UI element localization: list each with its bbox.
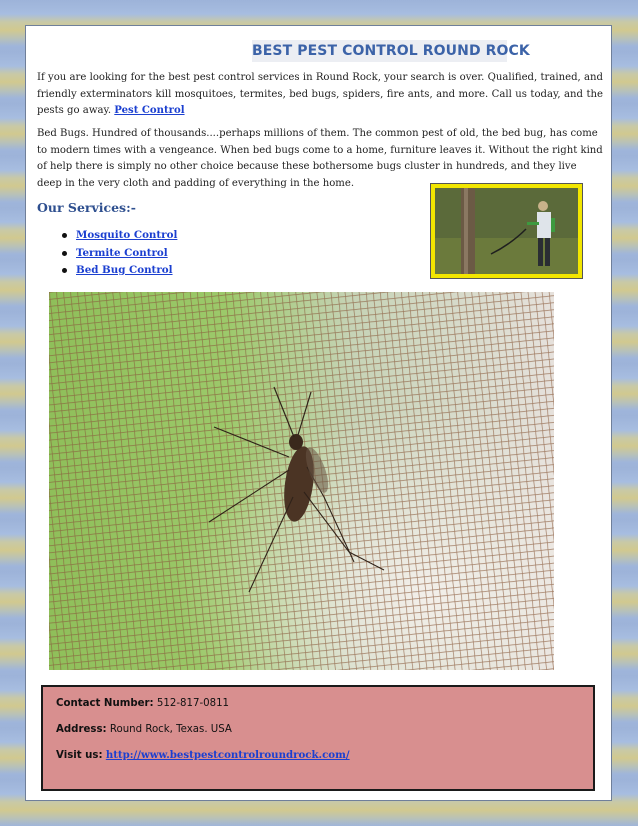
services-list: [62, 227, 177, 280]
website-link[interactable]: http://www.bestpestcontrolroundrock.com/: [105, 749, 350, 761]
bullet-icon: [62, 233, 67, 238]
address-value: Round Rock, Texas. USA: [109, 724, 232, 735]
mosquito-photo: [49, 292, 554, 670]
exterminator-photo: [430, 183, 583, 279]
mosquito-control-link[interactable]: Mosquito Control: [76, 229, 178, 241]
contact-number-label: Contact Number:: [56, 698, 154, 709]
bed-bugs-paragraph: Bed Bugs. Hundred of thousands....perhaps millions of them. The common pest of old, the bed bug, has come to modern times with a vengeance. When bed bugs come to a home, furniture leaves it. Without the right kind of help there is simply no other choice because these bothersome bugs cluster in hundreds, and they live deep in the very cloth and padding of everything in the home.: [37, 128, 603, 189]
visit-label: Visit us:: [56, 750, 103, 761]
mosquito-image: [49, 292, 554, 670]
contact-number-row: [56, 698, 229, 709]
bullet-icon: [62, 251, 67, 256]
service-item: [62, 227, 177, 245]
service-item: [62, 245, 177, 263]
address-label: Address:: [56, 724, 107, 735]
bed-bug-control-link[interactable]: Bed Bug Control: [76, 264, 173, 276]
intro-paragraph: [37, 70, 603, 120]
pest-control-link[interactable]: Pest Control: [114, 105, 185, 116]
page-title: BEST PEST CONTROL ROUND ROCK: [252, 40, 507, 62]
termite-control-link[interactable]: Termite Control: [76, 246, 168, 259]
address-row: [56, 724, 232, 735]
intro-text: If you are looking for the best pest control services in Round Rock, your search is over. Qualified, trained, and friendly exterminators kill mosquitoes, termites, bed bugs, spiders, fire ants, and more. Call us today, and the pests go away.: [37, 72, 603, 116]
exterminator-image: [431, 184, 582, 278]
service-item: [62, 262, 177, 280]
visit-row: [56, 749, 350, 761]
bullet-icon: [62, 268, 67, 273]
document-page: [25, 25, 612, 801]
contact-number: 512-817-0811: [156, 698, 230, 709]
contact-box: [41, 685, 595, 791]
services-heading: Our Services:-: [37, 200, 136, 215]
